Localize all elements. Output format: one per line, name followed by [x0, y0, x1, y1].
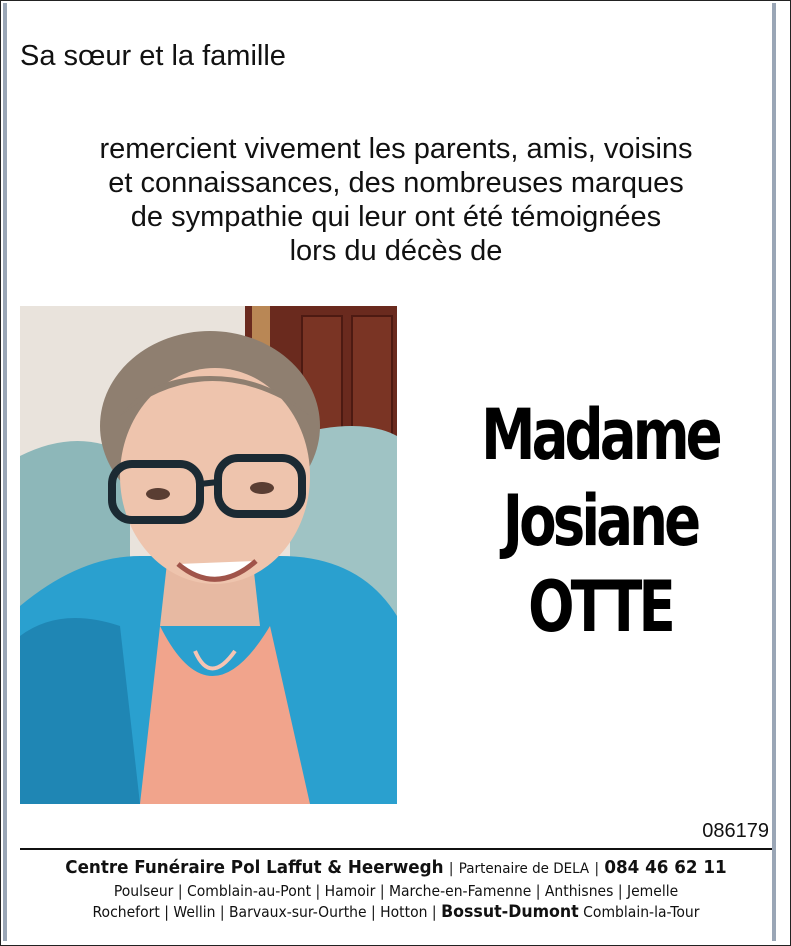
deceased-title: Madame	[481, 394, 719, 476]
deceased-first-name: Josiane	[502, 480, 698, 562]
thanks-line-4: lors du décès de	[289, 235, 503, 267]
thanks-line-2: et connaissances, des nombreuses marques	[108, 167, 684, 199]
thanks-line-1: remercient vivement les parents, amis, voisins	[99, 133, 693, 165]
footer-divider	[20, 848, 772, 850]
footer-line-1	[41, 856, 752, 881]
separator: |	[594, 861, 600, 877]
footer-bossut-dumont: Bossut-Dumont	[441, 902, 579, 922]
company-name: Centre Funéraire Pol Laffut & Heerwegh	[65, 857, 444, 878]
footer-locations-1: Poulseur | Comblain-au-Pont | Hamoir | Marche-en-Famenne | Anthisnes | Jemelle	[113, 882, 679, 900]
family-heading: Sa sœur et la famille	[20, 40, 286, 72]
thanks-line-3: de sympathie qui leur ont été témoignées	[130, 201, 662, 233]
reference-number: 086179	[702, 820, 769, 842]
deceased-name	[460, 392, 741, 650]
portrait-illustration	[20, 306, 397, 804]
footer-line-3	[41, 902, 752, 923]
separator: |	[448, 861, 454, 877]
partner-text: Partenaire de DELA	[458, 861, 590, 877]
funeral-home-footer	[14, 856, 778, 923]
thanks-text	[20, 132, 772, 268]
deceased-last-name: OTTE	[528, 566, 672, 648]
footer-locations-2a: Rochefort | Wellin | Barvaux-sur-Ourthe | Hotton |	[92, 903, 437, 921]
phone-number: 084 46 62 11	[604, 857, 727, 878]
footer-locations-2c: Comblain-la-Tour	[583, 903, 700, 921]
portrait-photo	[20, 306, 397, 804]
